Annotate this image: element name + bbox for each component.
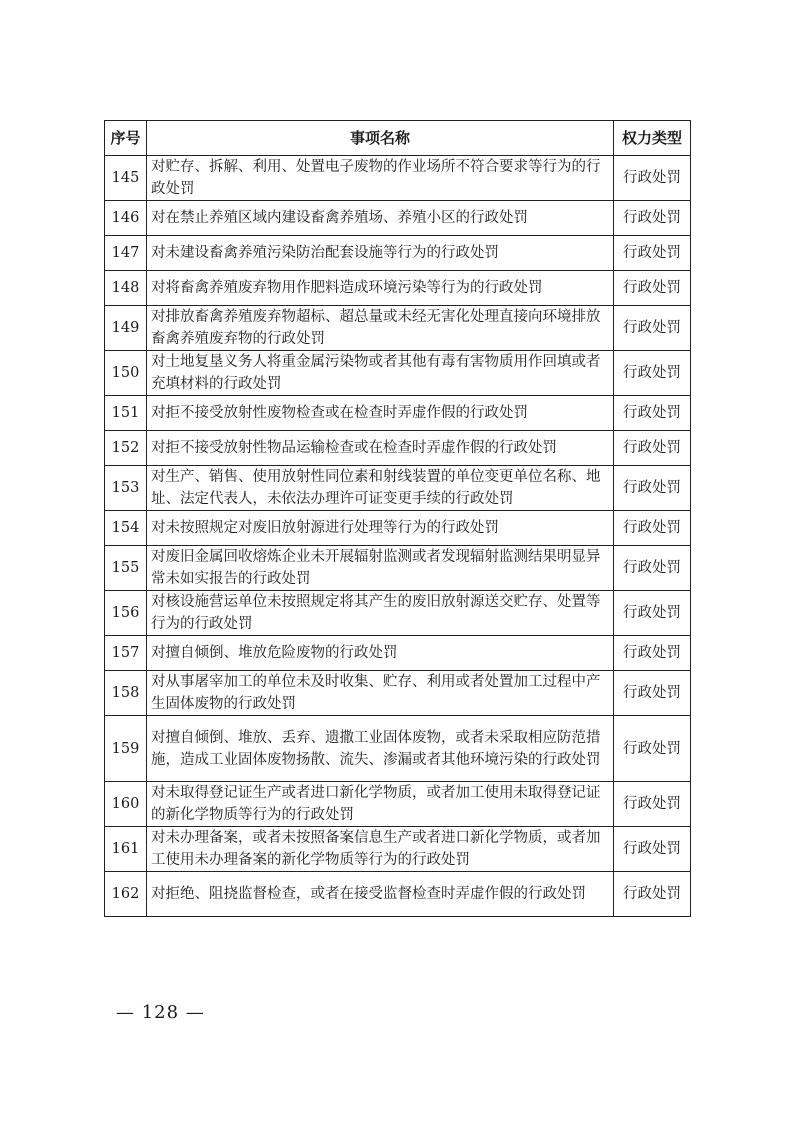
row-number: 158	[105, 671, 147, 716]
table-row	[105, 466, 691, 511]
row-power-type: 行政处罚	[614, 511, 691, 546]
table-row	[105, 201, 691, 236]
row-power-type: 行政处罚	[614, 201, 691, 236]
table-row	[105, 431, 691, 466]
row-item-name: 对未办理备案，或者未按照备案信息生产或者进口新化学物质，或者加工使用未办理备案的新化学物质等行为的行政处罚	[147, 827, 614, 872]
row-item-name: 对拒绝、阻挠监督检查，或者在接受监督检查时弄虚作假的行政处罚	[147, 872, 614, 917]
items-table	[104, 120, 691, 917]
row-number: 153	[105, 466, 147, 511]
row-item-name: 对从事屠宰加工的单位未及时收集、贮存、利用或者处置加工过程中产生固体废物的行政处罚	[147, 671, 614, 716]
table-row	[105, 271, 691, 306]
row-item-name: 对废旧金属回收熔炼企业未开展辐射监测或者发现辐射监测结果明显异常未如实报告的行政处罚	[147, 546, 614, 591]
row-item-name: 对将畜禽养殖废弃物用作肥料造成环境污染等行为的行政处罚	[147, 271, 614, 306]
table-row	[105, 782, 691, 827]
row-power-type: 行政处罚	[614, 636, 691, 671]
row-item-name: 对未按照规定对废旧放射源进行处理等行为的行政处罚	[147, 511, 614, 546]
row-power-type: 行政处罚	[614, 716, 691, 782]
table-row	[105, 636, 691, 671]
row-power-type: 行政处罚	[614, 591, 691, 636]
table-row	[105, 236, 691, 271]
row-power-type: 行政处罚	[614, 431, 691, 466]
row-item-name: 对拒不接受放射性废物检查或在检查时弄虚作假的行政处罚	[147, 396, 614, 431]
row-power-type: 行政处罚	[614, 671, 691, 716]
row-item-name: 对生产、销售、使用放射性同位素和射线装置的单位变更单位名称、地址、法定代表人，未依法办理许可证变更手续的行政处罚	[147, 466, 614, 511]
header-name: 事项名称	[147, 121, 614, 156]
row-power-type: 行政处罚	[614, 782, 691, 827]
row-number: 161	[105, 827, 147, 872]
row-power-type: 行政处罚	[614, 466, 691, 511]
table-row	[105, 591, 691, 636]
page-number: — 128 —	[116, 1002, 205, 1023]
row-power-type: 行政处罚	[614, 546, 691, 591]
table-row	[105, 872, 691, 917]
row-number: 156	[105, 591, 147, 636]
table-row	[105, 716, 691, 782]
row-number: 147	[105, 236, 147, 271]
row-number: 149	[105, 306, 147, 351]
table-row	[105, 396, 691, 431]
table-row	[105, 671, 691, 716]
table-row	[105, 827, 691, 872]
row-number: 160	[105, 782, 147, 827]
row-power-type: 行政处罚	[614, 271, 691, 306]
row-number: 148	[105, 271, 147, 306]
table-header-row	[105, 121, 691, 156]
row-number: 159	[105, 716, 147, 782]
row-power-type: 行政处罚	[614, 156, 691, 201]
row-number: 155	[105, 546, 147, 591]
row-number: 154	[105, 511, 147, 546]
row-power-type: 行政处罚	[614, 236, 691, 271]
row-number: 150	[105, 351, 147, 396]
row-item-name: 对在禁止养殖区域内建设畜禽养殖场、养殖小区的行政处罚	[147, 201, 614, 236]
table-row	[105, 351, 691, 396]
row-item-name: 对排放畜禽养殖废弃物超标、超总量或未经无害化处理直接向环境排放畜禽养殖废弃物的行政处罚	[147, 306, 614, 351]
header-type: 权力类型	[614, 121, 691, 156]
header-no: 序号	[105, 121, 147, 156]
row-power-type: 行政处罚	[614, 306, 691, 351]
row-item-name: 对土地复垦义务人将重金属污染物或者其他有毒有害物质用作回填或者充填材料的行政处罚	[147, 351, 614, 396]
table-row	[105, 511, 691, 546]
row-item-name: 对擅自倾倒、堆放危险废物的行政处罚	[147, 636, 614, 671]
row-power-type: 行政处罚	[614, 396, 691, 431]
row-number: 152	[105, 431, 147, 466]
row-item-name: 对未建设畜禽养殖污染防治配套设施等行为的行政处罚	[147, 236, 614, 271]
row-number: 146	[105, 201, 147, 236]
row-number: 162	[105, 872, 147, 917]
row-item-name: 对贮存、拆解、利用、处置电子废物的作业场所不符合要求等行为的行政处罚	[147, 156, 614, 201]
row-item-name: 对擅自倾倒、堆放、丢弃、遗撒工业固体废物，或者未采取相应防范措施，造成工业固体废物扬散、流失、渗漏或者其他环境污染的行政处罚	[147, 716, 614, 782]
row-number: 151	[105, 396, 147, 431]
table-row	[105, 156, 691, 201]
row-item-name: 对拒不接受放射性物品运输检查或在检查时弄虚作假的行政处罚	[147, 431, 614, 466]
row-power-type: 行政处罚	[614, 872, 691, 917]
table-row	[105, 306, 691, 351]
row-item-name: 对核设施营运单位未按照规定将其产生的废旧放射源送交贮存、处置等行为的行政处罚	[147, 591, 614, 636]
row-power-type: 行政处罚	[614, 827, 691, 872]
row-power-type: 行政处罚	[614, 351, 691, 396]
table-row	[105, 546, 691, 591]
row-number: 145	[105, 156, 147, 201]
row-item-name: 对未取得登记证生产或者进口新化学物质，或者加工使用未取得登记证的新化学物质等行为的行政处罚	[147, 782, 614, 827]
row-number: 157	[105, 636, 147, 671]
